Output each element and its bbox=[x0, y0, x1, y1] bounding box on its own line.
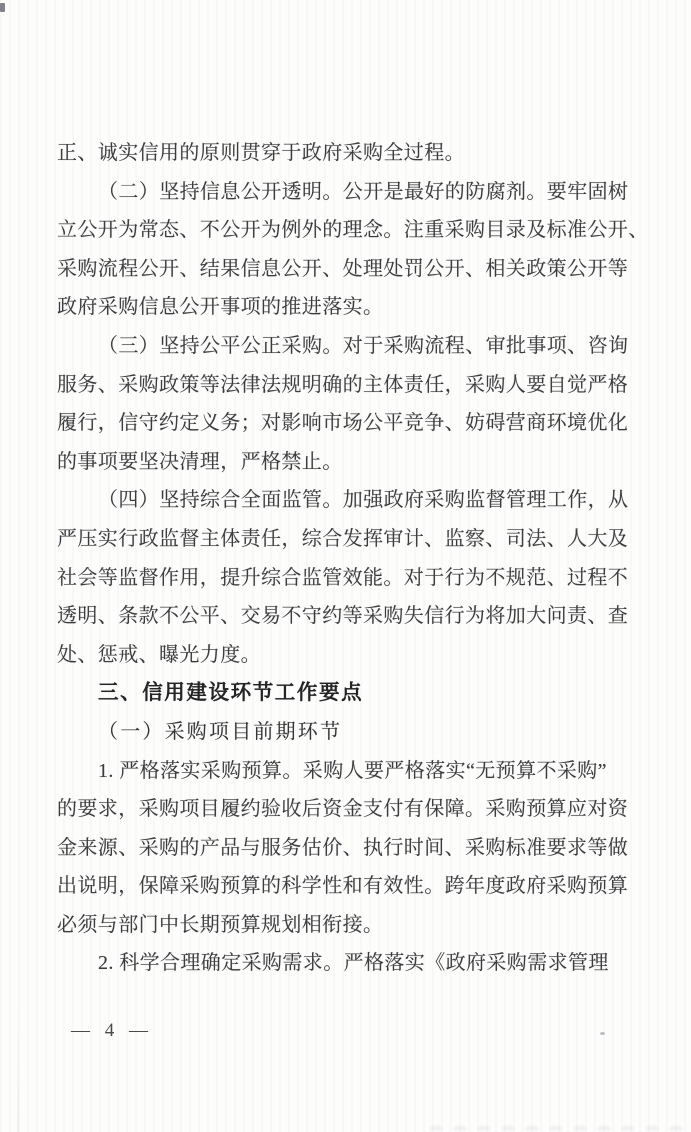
text-line: 立公开为常态、不公开为例外的理念。注重采购目录及标准公开、 bbox=[57, 219, 649, 242]
text-line: 必须与部门中长期预算规划相衔接。 bbox=[57, 913, 384, 936]
scan-speck-icon bbox=[600, 1032, 605, 1035]
text-line: （三）坚持公平公正采购。对于采购流程、审批事项、咨询 bbox=[98, 334, 629, 357]
scan-speck-icon bbox=[0, 3, 5, 12]
text-line: 履行，信守约定义务；对影响市场公平竞争、妨碍营商环境优化 bbox=[57, 412, 629, 435]
text-line: 严压实行政监督主体责任，综合发挥审计、监察、司法、人大及 bbox=[57, 527, 629, 550]
subsection-heading: （一）采购项目前期环节 bbox=[98, 720, 343, 743]
text-line: 处、惩戒、曝光力度。 bbox=[57, 643, 261, 666]
scan-edge-noise bbox=[430, 1126, 691, 1131]
section-heading: 三、信用建设环节工作要点 bbox=[98, 681, 364, 705]
text-line: （二）坚持信息公开透明。公开是最好的防腐剂。要牢固树 bbox=[98, 180, 629, 203]
text-line: 2. 科学合理确定采购需求。严格落实《政府采购需求管理 bbox=[98, 952, 609, 975]
text-line: 的事项要坚决清理，严格禁止。 bbox=[57, 450, 343, 473]
text-line: 金来源、采购的产品与服务估价、执行时间、采购标准要求等做 bbox=[57, 836, 629, 859]
text-line: （四）坚持综合全面监管。加强政府采购监督管理工作，从 bbox=[98, 489, 629, 512]
page-number: — 4 — bbox=[71, 1020, 153, 1041]
text-line: 正、诚实信用的原则贯穿于政府采购全过程。 bbox=[57, 142, 465, 164]
text-line: 的要求，采购项目履约验收后资金支付有保障。采购预算应对资 bbox=[57, 798, 629, 821]
text-line: 出说明，保障采购预算的科学性和有效性。跨年度政府采购预算 bbox=[57, 875, 629, 898]
text-line: 服务、采购政策等法律法规明确的主体责任，采购人要自觉严格 bbox=[57, 373, 629, 396]
text-line: 政府采购信息公开事项的推进落实。 bbox=[57, 296, 384, 319]
text-line: 社会等监督作用，提升综合监管效能。对于行为不规范、过程不 bbox=[57, 566, 629, 589]
text-line: 1. 严格落实采购预算。采购人要严格落实“无预算不采购” bbox=[98, 759, 607, 782]
document-text-block bbox=[57, 134, 649, 983]
text-line: 透明、条款不公平、交易不守约等采购失信行为将加大问责、查 bbox=[57, 605, 629, 628]
text-line: 采购流程公开、结果信息公开、处理处罚公开、相关政策公开等 bbox=[57, 257, 629, 280]
scan-edge-shadow bbox=[17, 995, 19, 1132]
